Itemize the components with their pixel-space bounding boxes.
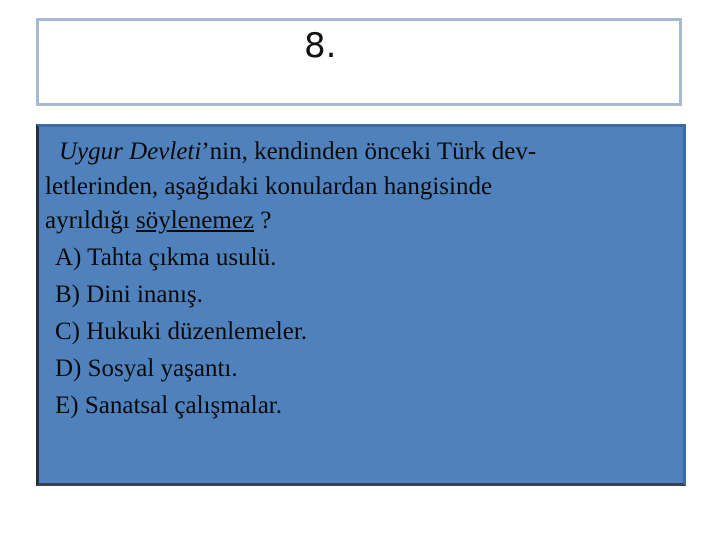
question-panel: [36, 124, 686, 486]
question-stem-line-3: [45, 204, 675, 239]
option-e[interactable]: E) Sanatsal çalışmalar.: [55, 391, 283, 419]
option-b[interactable]: B) Dini inanış.: [55, 280, 203, 308]
question-number: 8.: [304, 26, 337, 66]
option-d[interactable]: D) Sosyal yaşantı.: [55, 354, 238, 382]
stem-line-3-end: ?: [253, 207, 272, 234]
option-a[interactable]: A) Tahta çıkma usulü.: [55, 243, 277, 271]
stem-italic-subject: Uygur Devleti: [59, 138, 202, 165]
question-stem-line-2: letlerinden, aşağıdaki konulardan hangisinde: [45, 172, 493, 200]
question-stem-line-1: [45, 135, 675, 170]
question-content: [45, 135, 675, 424]
stem-underlined-word: söylenemez: [135, 207, 254, 234]
stem-line-1-rest: ’nin, kendinden önceki Türk dev-: [201, 138, 537, 165]
stem-line-3-start: ayrıldığı: [45, 207, 136, 234]
question-number-box: [36, 18, 682, 106]
option-c[interactable]: C) Hukuki düzenlemeler.: [55, 317, 308, 345]
